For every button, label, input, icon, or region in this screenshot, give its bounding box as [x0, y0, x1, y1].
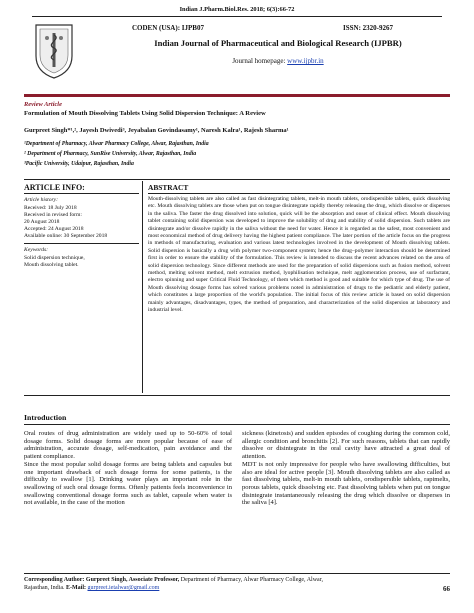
homepage-link[interactable]: www.ijpbr.in [287, 57, 324, 65]
intro-paragraph: Since the most popular solid dosage forms are being tablets and capsules but one important drawback of such dosage forms for some patients, is the difficulty to swallow [1]. Drinking water plays an important role in the swallowing of such oral dosage forms. Oftenly patients feels inconvenience in swallowing conventional dosage forms such as tablet, capsule when water is not available, in the case of the motion [24, 460, 232, 507]
history-revised-label: Received in revised form: [24, 212, 82, 218]
history-label: Article history: [24, 197, 59, 203]
article-type: Review Article [24, 101, 62, 108]
abstract-heading: ABSTRACT [148, 183, 189, 192]
keyword: Mouth dissolving tablet. [24, 262, 79, 268]
abstract-text: Mouth-dissolving tablets are also called as fast disintegrating tablets, melt-in mouth tablets, orodispersible tablets, quick dissolving etc. Mouth dissolving tablets are those when put on tongue disintegrate rapidly thereby releasing the drug, which dissolve or disperses in the saliva. The faster the drug dissolved into solution, quick will be the absorption and onset of clinical effect. Mouth dissolving tablet containing solid dispersion was developed to improve the solubility of drug and stability of solid dispersion. Such tablets are disintegrate and/or dissolve rapidly in the saliva without the need for water. Hence it is regarded as the safest, most convenient and most economical method of drug delivery having the highest patient compliance. The later portion of the article focus on the progress in methods of manufacturing, evaluation and various latest technologies involved in the development of Mouth dissolving tablets. Solid dispersion is basically a drug with polymer two-component system; hence the drug–polymer interaction should be determined first in order to ensure the stability of the formulation. This review is intended to discuss the recent advances related on the area of solid dispersion technology. Since different methods are used for the preparation of solid dispersions such as fusion method, solvent method, melting solvent method, melt extrusion method, lyophilisation technique, melt agglomeration process, use of surfactant, electro spinning and super Critical Fluid Technology, of them which method is good and suitable for which type of drug. The use of Mouth dissolving dosage forms has solved various problems noted in administration of drugs to the pediatric and elderly patient, which constitutes a large proportion of the world's population. The initial focus of this review article is based on solid dispersion mainly advantages, disadvantages, types, the method of preparation, and characterization of the solid dispersion at laboratory and industrial level. [148, 196, 450, 314]
top-rule [32, 16, 442, 17]
history-accepted: Accepted: 24 August 2018 [24, 226, 84, 232]
intro-paragraph: MDT is not only impressive for people who have swallowing difficulties, but also are ideal for active people [3]. Mouth dissolving tablets are also called as fast dissolving tablets, melt-in mouth tablets, orodispersible tablets, rapimelts, porous tablets, quick dissolving etc. Fast dissolving tablets when put on tongue disintegrate instantaneously releasing the drug which dissolve or disperses in the saliva [4]. [242, 460, 450, 507]
introduction-heading: Introduction [24, 413, 67, 422]
homepage-label: Journal homepage: [232, 57, 288, 65]
journal-homepage [98, 57, 458, 65]
issn-number: ISSN: 2320-9267 [343, 24, 393, 32]
history-revised-date: 20 August 2018 [24, 219, 60, 225]
journal-title: Indian Journal of Pharmaceutical and Biological Research (IJPBR) [154, 38, 402, 48]
affiliation: ² Department of Pharmacy, SunRise University, Alwar, Rajasthan, India [24, 151, 197, 157]
corresponding-author-note [24, 576, 450, 593]
keywords-label: Keywords: [24, 247, 49, 253]
coden-code: CODEN (USA): IJPB07 [132, 24, 204, 32]
affiliation: ¹Department of Pharmacy, Alwar Pharmacy College, Alwar, Rajasthan, India [24, 141, 209, 147]
intro-paragraph: Oral routes of drug administration are widely used up to 50-60% of total dosage forms. Solid dosage forms are more popular because of ease of administration, accurate dosage, self-medication, pain avoidance and the patient compliance. [24, 430, 232, 461]
keyword: Solid dispersion technique, [24, 255, 85, 261]
intro-right-column [242, 430, 450, 507]
history-online: Available online: 30 September 2018 [24, 233, 108, 239]
history-received: Received: 18 July 2018 [24, 205, 77, 211]
info-heading-rule [24, 193, 139, 194]
author-list: Gurpreet Singh*¹,², Jayesh Dwivedi³, Jeyabalan Govindasamy¹, Naresh Kalra¹, Rajesh Sharma¹ [24, 127, 289, 134]
corresponding-author-label: Corresponding Author: Gurpreet Singh, Associate Professor, [24, 577, 180, 583]
email-label: E-Mail: [66, 585, 86, 592]
journal-logo [32, 22, 76, 80]
column-divider [142, 181, 143, 393]
footer-rule [24, 573, 450, 574]
info-rule [24, 243, 139, 244]
abstract-heading-rule [148, 193, 450, 194]
intro-rule [24, 424, 450, 425]
corresponding-author-location: Rajasthan, India. [24, 585, 66, 592]
page-number: 66 [443, 585, 450, 593]
intro-left-column [24, 430, 232, 507]
article-title: Formulation of Mouth Dissolving Tablets Using Solid Dispersion Technique: A Review [24, 110, 266, 117]
corresponding-author-affiliation: Department of Pharmacy, Alwar Pharmacy College, Alwar, [179, 577, 323, 583]
intro-paragraph: sickness (kinetosis) and sudden episodes of coughing during the common cold, allergic condition and bronchitis [2]. For such reasons, tablets that can rapidly dissolve or disintegrate in the oral cavity have attracted a great deal of attention. [242, 430, 450, 461]
email-link[interactable]: gurpreet.ietalwar@gmail.com [87, 585, 160, 592]
section-rule [24, 179, 450, 180]
journal-citation: Indian J.Pharm.Biol.Res. 2018; 6(3):66-72 [179, 6, 295, 13]
header-rule [24, 94, 450, 97]
affiliation: ³Pacific University, Udaipur, Rajasthan, India [24, 161, 134, 167]
article-info-heading: ARTICLE INFO: [24, 183, 85, 192]
section-rule [24, 395, 450, 396]
